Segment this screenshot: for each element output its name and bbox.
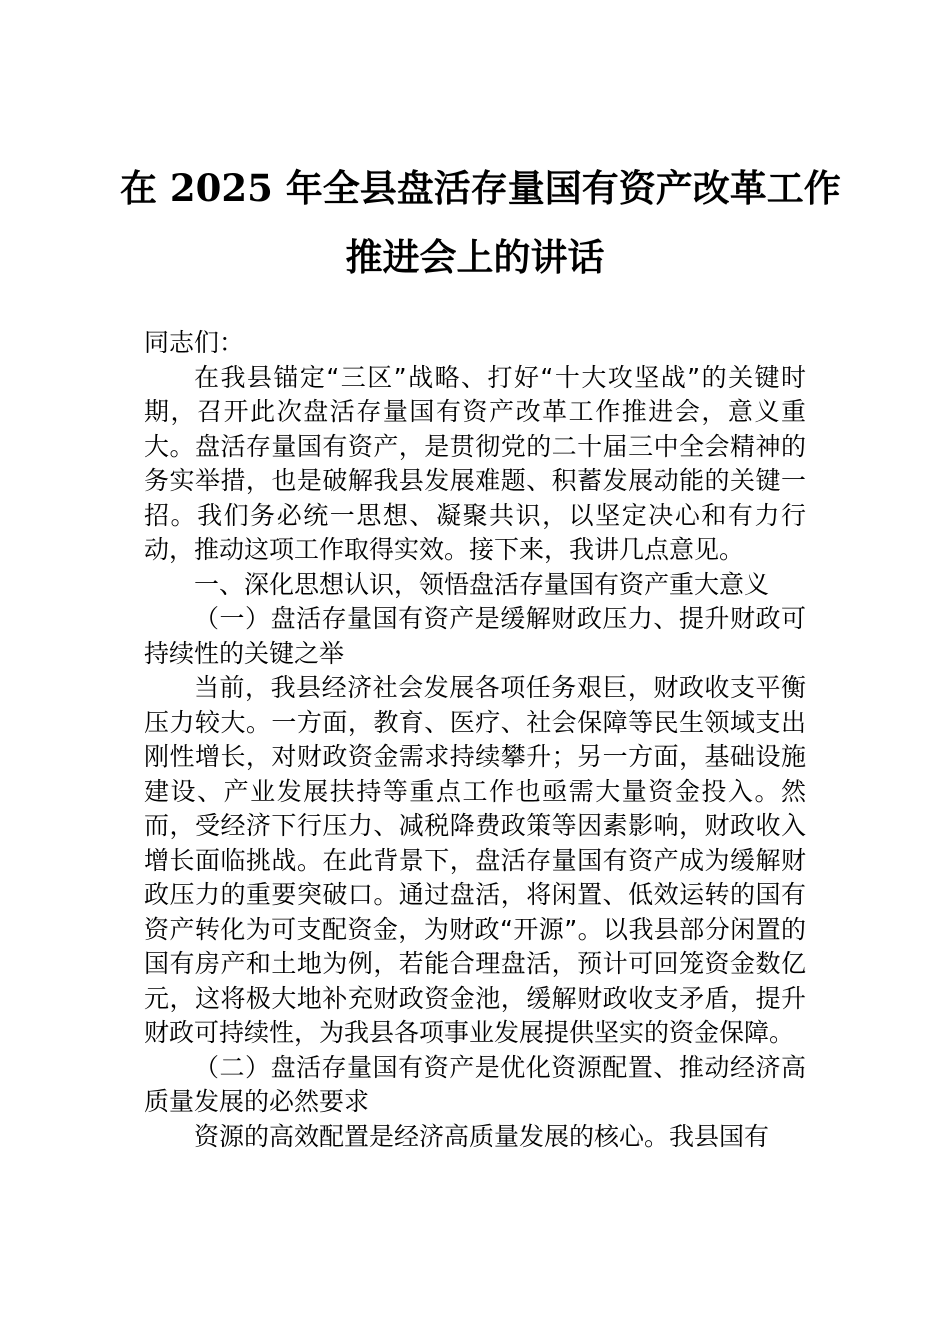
- document-title-line-1: 在 2025 年全县盘活存量国有资产改革工作: [120, 166, 841, 210]
- paragraph-intro: 在我县锚定“三区”战略、打好“十大攻坚战”的关键时期，召开此次盘活存量国有资产改革工作推进会，意义重大。盘活存量国有资产，是贯彻党的二十届三中全会精神的务实举措，也是破解我县发展难题、积蓄发展动能的关键一招。我们务必统一思想、凝聚共识，以坚定决心和有力行动，推动这项工作取得实效。接下来，我讲几点意见。: [144, 362, 806, 564]
- paragraph-body-2: 资源的高效配置是经济高质量发展的核心。我县国有: [194, 1121, 770, 1151]
- subsection-heading-2: （二）盘活存量国有资产是优化资源配置、推动经济高质量发展的必然要求: [144, 1052, 806, 1116]
- document-title-line-2: 推进会上的讲话: [345, 235, 605, 279]
- document-body: [144, 326, 806, 1154]
- subsection-heading-1: （一）盘活存量国有资产是缓解财政压力、提升财政可持续性的关键之举: [144, 604, 806, 668]
- section-heading-1: 一、深化思想认识，领悟盘活存量国有资产重大意义: [194, 569, 770, 599]
- paragraph-body-1: 当前，我县经济社会发展各项任务艰巨，财政收支平衡压力较大。一方面，教育、医疗、社会保障等民生领域支出刚性增长，对财政资金需求持续攀升；另一方面，基础设施建设、产业发展扶持等重点工作也亟需大量资金投入。然而，受经济下行压力、减税降费政策等因素影响，财政收入增长面临挑战。在此背景下，盘活存量国有资产成为缓解财政压力的重要突破口。通过盘活，将闲置、低效运转的国有资产转化为可支配资金，为财政“开源”。以我县部分闲置的国有房产和土地为例，若能合理盘活，预计可回笼资金数亿元，这将极大地补充财政资金池，缓解财政收支矛盾，提升财政可持续性，为我县各项事业发展提供坚实的资金保障。: [144, 673, 806, 1047]
- salutation: 同志们：: [144, 328, 245, 357]
